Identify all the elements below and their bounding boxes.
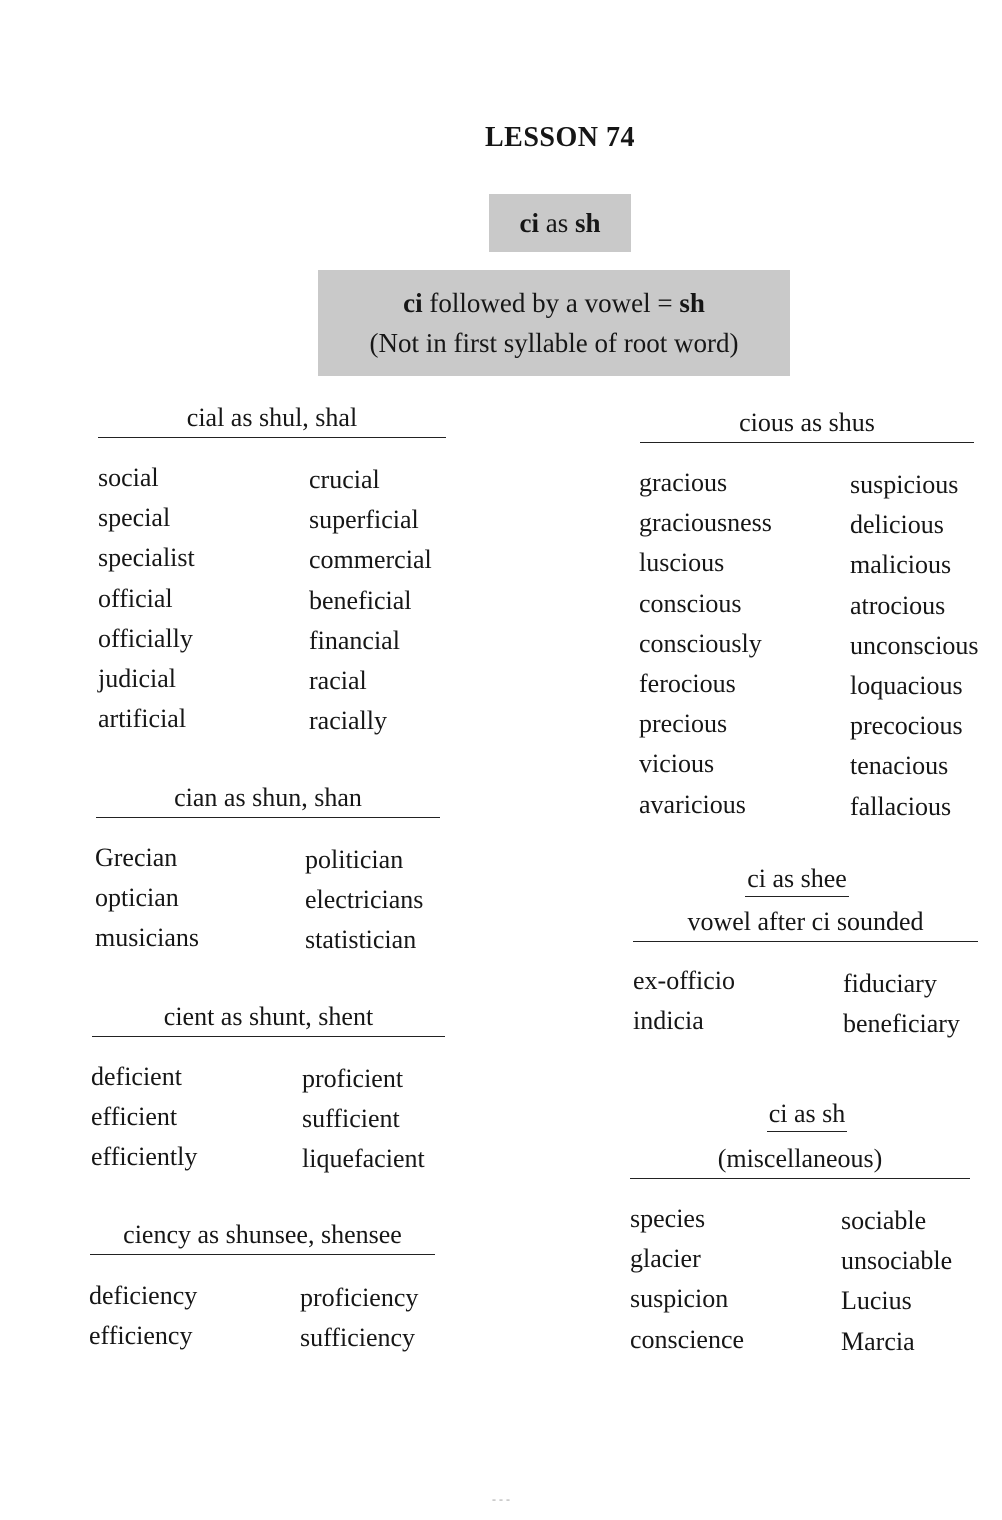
word: financial (309, 625, 400, 655)
word-column-shee-2 (843, 964, 960, 1044)
word-column-misc-2 (841, 1201, 952, 1362)
page-number: - - - (492, 1492, 510, 1506)
word: fiduciary (843, 969, 937, 998)
word-column-cian-2 (305, 840, 423, 961)
word: malicious (850, 550, 952, 580)
word: graciousness (639, 508, 772, 538)
rule-as: as (538, 207, 575, 238)
word: efficiency (89, 1321, 193, 1351)
word: officially (98, 623, 193, 653)
word: sufficiency (300, 1323, 416, 1353)
word: indicia (633, 1006, 704, 1036)
word: musicians (95, 923, 199, 953)
word: vicious (639, 749, 715, 779)
word: efficiently (91, 1142, 198, 1172)
word: atrocious (850, 590, 946, 620)
word: proficiency (300, 1283, 419, 1312)
word: fallacious (850, 791, 952, 821)
word: deficiency (89, 1281, 198, 1310)
word-column-ciency-2 (300, 1278, 418, 1358)
section-heading-cient: cient as shunt, shent (92, 1002, 445, 1037)
rule-sh: sh (574, 207, 601, 238)
shee-heading-text: ci as shee (745, 864, 849, 897)
word: avaricious (639, 789, 746, 819)
word: luscious (639, 548, 725, 578)
section-heading-shee (736, 864, 858, 897)
word: unconscious (850, 630, 979, 660)
word: superficial (309, 505, 419, 535)
rule-sh-bold: sh (679, 288, 705, 318)
rule-line-2: (Not in first syllable of root word) (369, 328, 739, 358)
word: official (98, 583, 173, 613)
word: efficient (91, 1102, 178, 1132)
rule-ci-bold: ci (403, 288, 423, 318)
word: consciously (639, 628, 762, 658)
word: special (98, 503, 171, 533)
word: sufficient (302, 1104, 400, 1134)
word: deficient (91, 1062, 182, 1091)
word: suspicious (850, 470, 959, 499)
word: species (630, 1204, 706, 1233)
word-column-ciency-1 (89, 1276, 197, 1356)
word: racially (309, 706, 387, 736)
word-column-misc-1 (630, 1199, 744, 1360)
word: glacier (630, 1244, 701, 1274)
word: commercial (309, 545, 432, 575)
word: electricians (305, 885, 424, 915)
word: ferocious (639, 669, 736, 699)
word: judicial (98, 664, 176, 694)
word: conscience (630, 1324, 745, 1354)
section-subheading-shee: vowel after ci sounded (633, 907, 978, 942)
word-column-cious-1 (639, 463, 772, 825)
word-column-cient-1 (91, 1057, 197, 1178)
section-heading-cial: cial as shul, shal (98, 403, 446, 438)
word: Lucius (841, 1286, 912, 1316)
word: precious (639, 709, 728, 739)
word: beneficiary (843, 1009, 960, 1039)
word: crucial (309, 465, 380, 494)
rule-box-ci-as-sh (489, 194, 631, 252)
rule-box-vowel (318, 270, 790, 376)
word: unsociable (841, 1246, 953, 1276)
section-heading-cious: cious as shus (640, 408, 974, 443)
word-column-cient-2 (302, 1059, 425, 1180)
word-column-cious-2 (850, 465, 979, 827)
word: optician (95, 883, 179, 913)
section-heading-ciency: ciency as shunsee, shensee (90, 1220, 435, 1255)
word: statistician (305, 925, 417, 955)
word: beneficial (309, 585, 412, 615)
word: tenacious (850, 751, 949, 781)
word: sociable (841, 1206, 927, 1235)
word: Marcia (841, 1326, 915, 1356)
rule-followed-text: followed by a vowel = (422, 288, 680, 318)
rule-ci: ci (519, 207, 539, 238)
section-heading-cian: cian as shun, shan (96, 783, 440, 818)
word: loquacious (850, 671, 963, 701)
word: Grecian (95, 843, 178, 872)
word: delicious (850, 510, 944, 540)
word: liquefacient (302, 1144, 425, 1174)
word-column-cial-2 (309, 460, 432, 741)
word: specialist (98, 543, 195, 573)
word: precocious (850, 711, 963, 741)
lesson-title: LESSON 74 (485, 122, 635, 153)
misc-heading-text: ci as sh (767, 1099, 848, 1132)
word-column-cial-1 (98, 458, 195, 739)
section-subheading-misc: (miscellaneous) (630, 1144, 970, 1179)
section-heading-misc (751, 1099, 863, 1132)
word: politician (305, 845, 404, 874)
word: racial (309, 666, 367, 696)
rule-line-1 (403, 283, 705, 323)
word: artificial (98, 704, 187, 734)
word-column-shee-1 (633, 961, 735, 1041)
word: suspicion (630, 1284, 729, 1314)
word: conscious (639, 588, 742, 618)
word: gracious (639, 468, 728, 497)
word-column-cian-1 (95, 838, 199, 959)
word: ex-officio (633, 966, 736, 995)
word: proficient (302, 1064, 404, 1093)
word: social (98, 463, 159, 492)
